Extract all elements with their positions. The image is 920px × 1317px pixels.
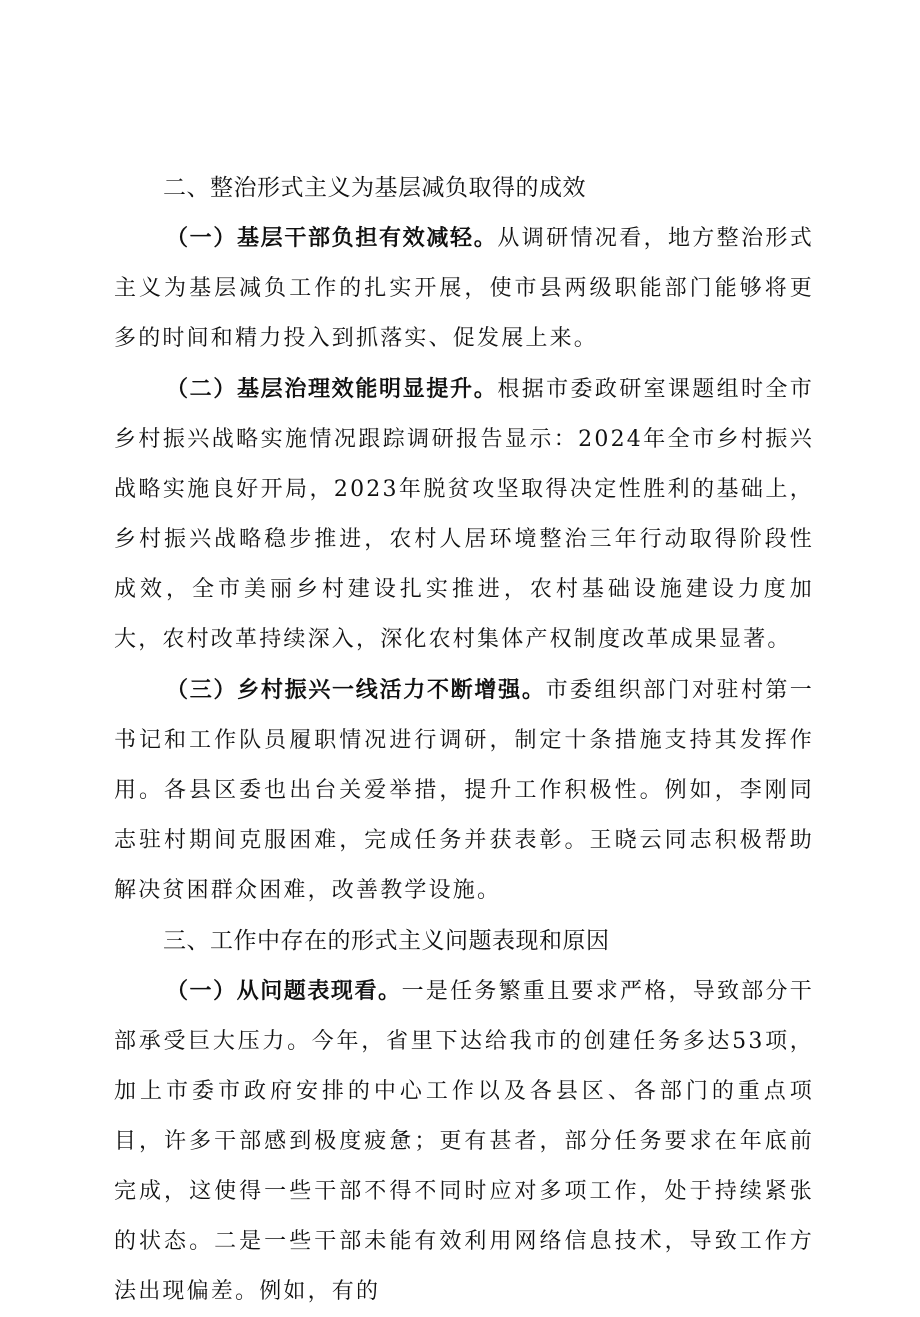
paragraph-text: 根据市委政研室课题组时全市乡村振兴战略实施情况跟踪调研报告显示：2024年全市乡村振兴战略实施良好开局，2023年脱贫攻坚取得决定性胜利的基础上，乡村振兴战略稳步推进，农村人居环境整治三年行动取得阶段性成效，全市美丽乡村建设扎实推进，农村基础设施建设力度加大，农村改革持续深入，深化农村集体产权制度改革成果显著。 [114,377,814,652]
paragraph-2-3 [114,665,814,916]
paragraph-text: 从调研情况看，地方整治形式主义为基层减负工作的扎实开展，使市县两级职能部门能够将更多的时间和精力投入到抓落实、促发展上来。 [114,226,814,351]
paragraph-lead: （二）基层治理效能明显提升。 [166,376,498,402]
document-body [114,163,814,1317]
paragraph-lead: （三）乡村振兴一线活力不断增强。 [166,677,546,703]
paragraph-text: 一是任务繁重且要求严格，导致部分干部承受巨大压力。今年，省里下达给我市的创建任务多达53项，加上市委市政府安排的中心工作以及各县区、各部门的重点项目，许多干部感到极度疲惫；更有甚者，部分任务要求在年底前完成，这使得一些干部不得不同时应对多项工作，处于持续紧张的状态。二是一些干部未能有效利用网络信息技术，导致工作方法出现偏差。例如，有的 [114,979,814,1304]
paragraph-3-1 [114,966,814,1317]
section-heading-2: 二、整治形式主义为基层减负取得的成效 [163,175,586,201]
paragraph-2-1 [114,213,814,364]
section-heading-3: 三、工作中存在的形式主义问题表现和原因 [163,928,610,954]
paragraph-text: 市委组织部门对驻村第一书记和工作队员履职情况进行调研，制定十条措施支持其发挥作用。各县区委也出台关爱举措，提升工作积极性。例如，李刚同志驻村期间克服困难，完成任务并获表彰。王晓云同志积极帮助解决贫困群众困难，改善教学设施。 [114,678,814,903]
paragraph-2-2 [114,364,814,665]
paragraph-lead: （一）基层干部负担有效减轻。 [166,225,498,251]
paragraph-lead: （一）从问题表现看。 [166,978,402,1004]
